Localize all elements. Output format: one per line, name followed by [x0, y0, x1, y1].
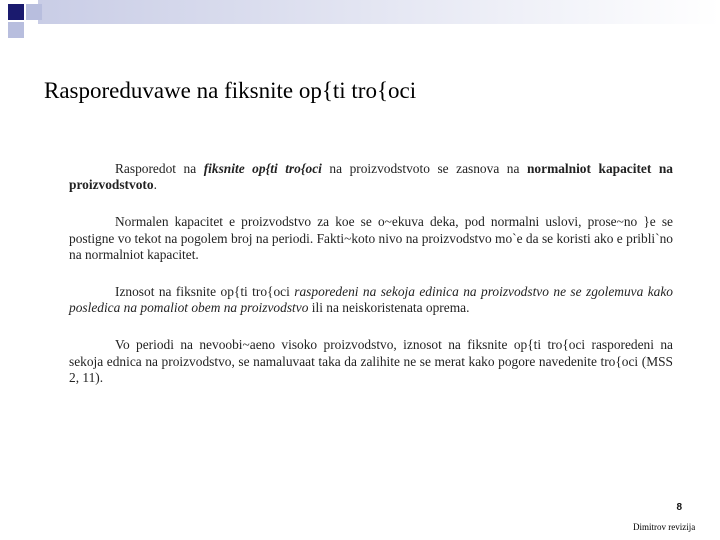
decor-square-light [26, 4, 42, 20]
text-run: fiksnite op{ti tro{oci [203, 161, 322, 176]
header-decoration [0, 0, 720, 40]
text-run: ili na neiskoristenata oprema. [308, 300, 470, 316]
text-run: Rasporedot na [115, 161, 204, 176]
footer-label: Dimitrov revizija [633, 522, 696, 532]
text-run: na proizvodstvoto se zasnova na [321, 161, 527, 176]
text-run: Iznosot na fiksnite op{ti tro{oci [115, 284, 295, 300]
text-run: Vo periodi na nevoobi~aeno visoko proizvodstvo, iznosot na fiksnite op{ti tro{oci rasporedeni na sekoja ednica na proizvodstvo, se namaluvaat taka da zalihite ne se merat kako pogore navedenite tro{oci (MSS 2, 11). [69, 337, 673, 385]
page-number: 8 [676, 502, 682, 513]
slide-title: Rasporeduvawe na fiksnite op{ti tro{oci [44, 78, 417, 103]
paragraph-high-production [69, 337, 673, 386]
paragraph-low-production [69, 284, 673, 316]
decor-square-dark [8, 4, 24, 20]
decor-square-light [8, 22, 24, 38]
paragraph-fixed-overhead-allocation [69, 161, 673, 193]
paragraph-normal-capacity [69, 214, 673, 263]
text-run: Normalen kapacitet e proizvodstvo za koe se o~ekuva deka, pod normalni uslovi, prose~no }e se postigne vo tekot na pogolem broj na periodi. Fakti~koto nivo na proizvodstvo mo`e da se koristi ako e pribli`no na normalniot kapacitet. [69, 214, 673, 262]
slide-body [69, 161, 673, 407]
text-run: . [153, 177, 157, 193]
text-run: rasporedeni na sekoja edinica na proizvodstvo ne se zgolemuva kako posledica na pomaliot obem na proizvodstvo [69, 284, 673, 316]
text-run: normalniot kapacitet na proizvodstvoto [69, 161, 673, 193]
header-gradient-band [38, 0, 720, 24]
